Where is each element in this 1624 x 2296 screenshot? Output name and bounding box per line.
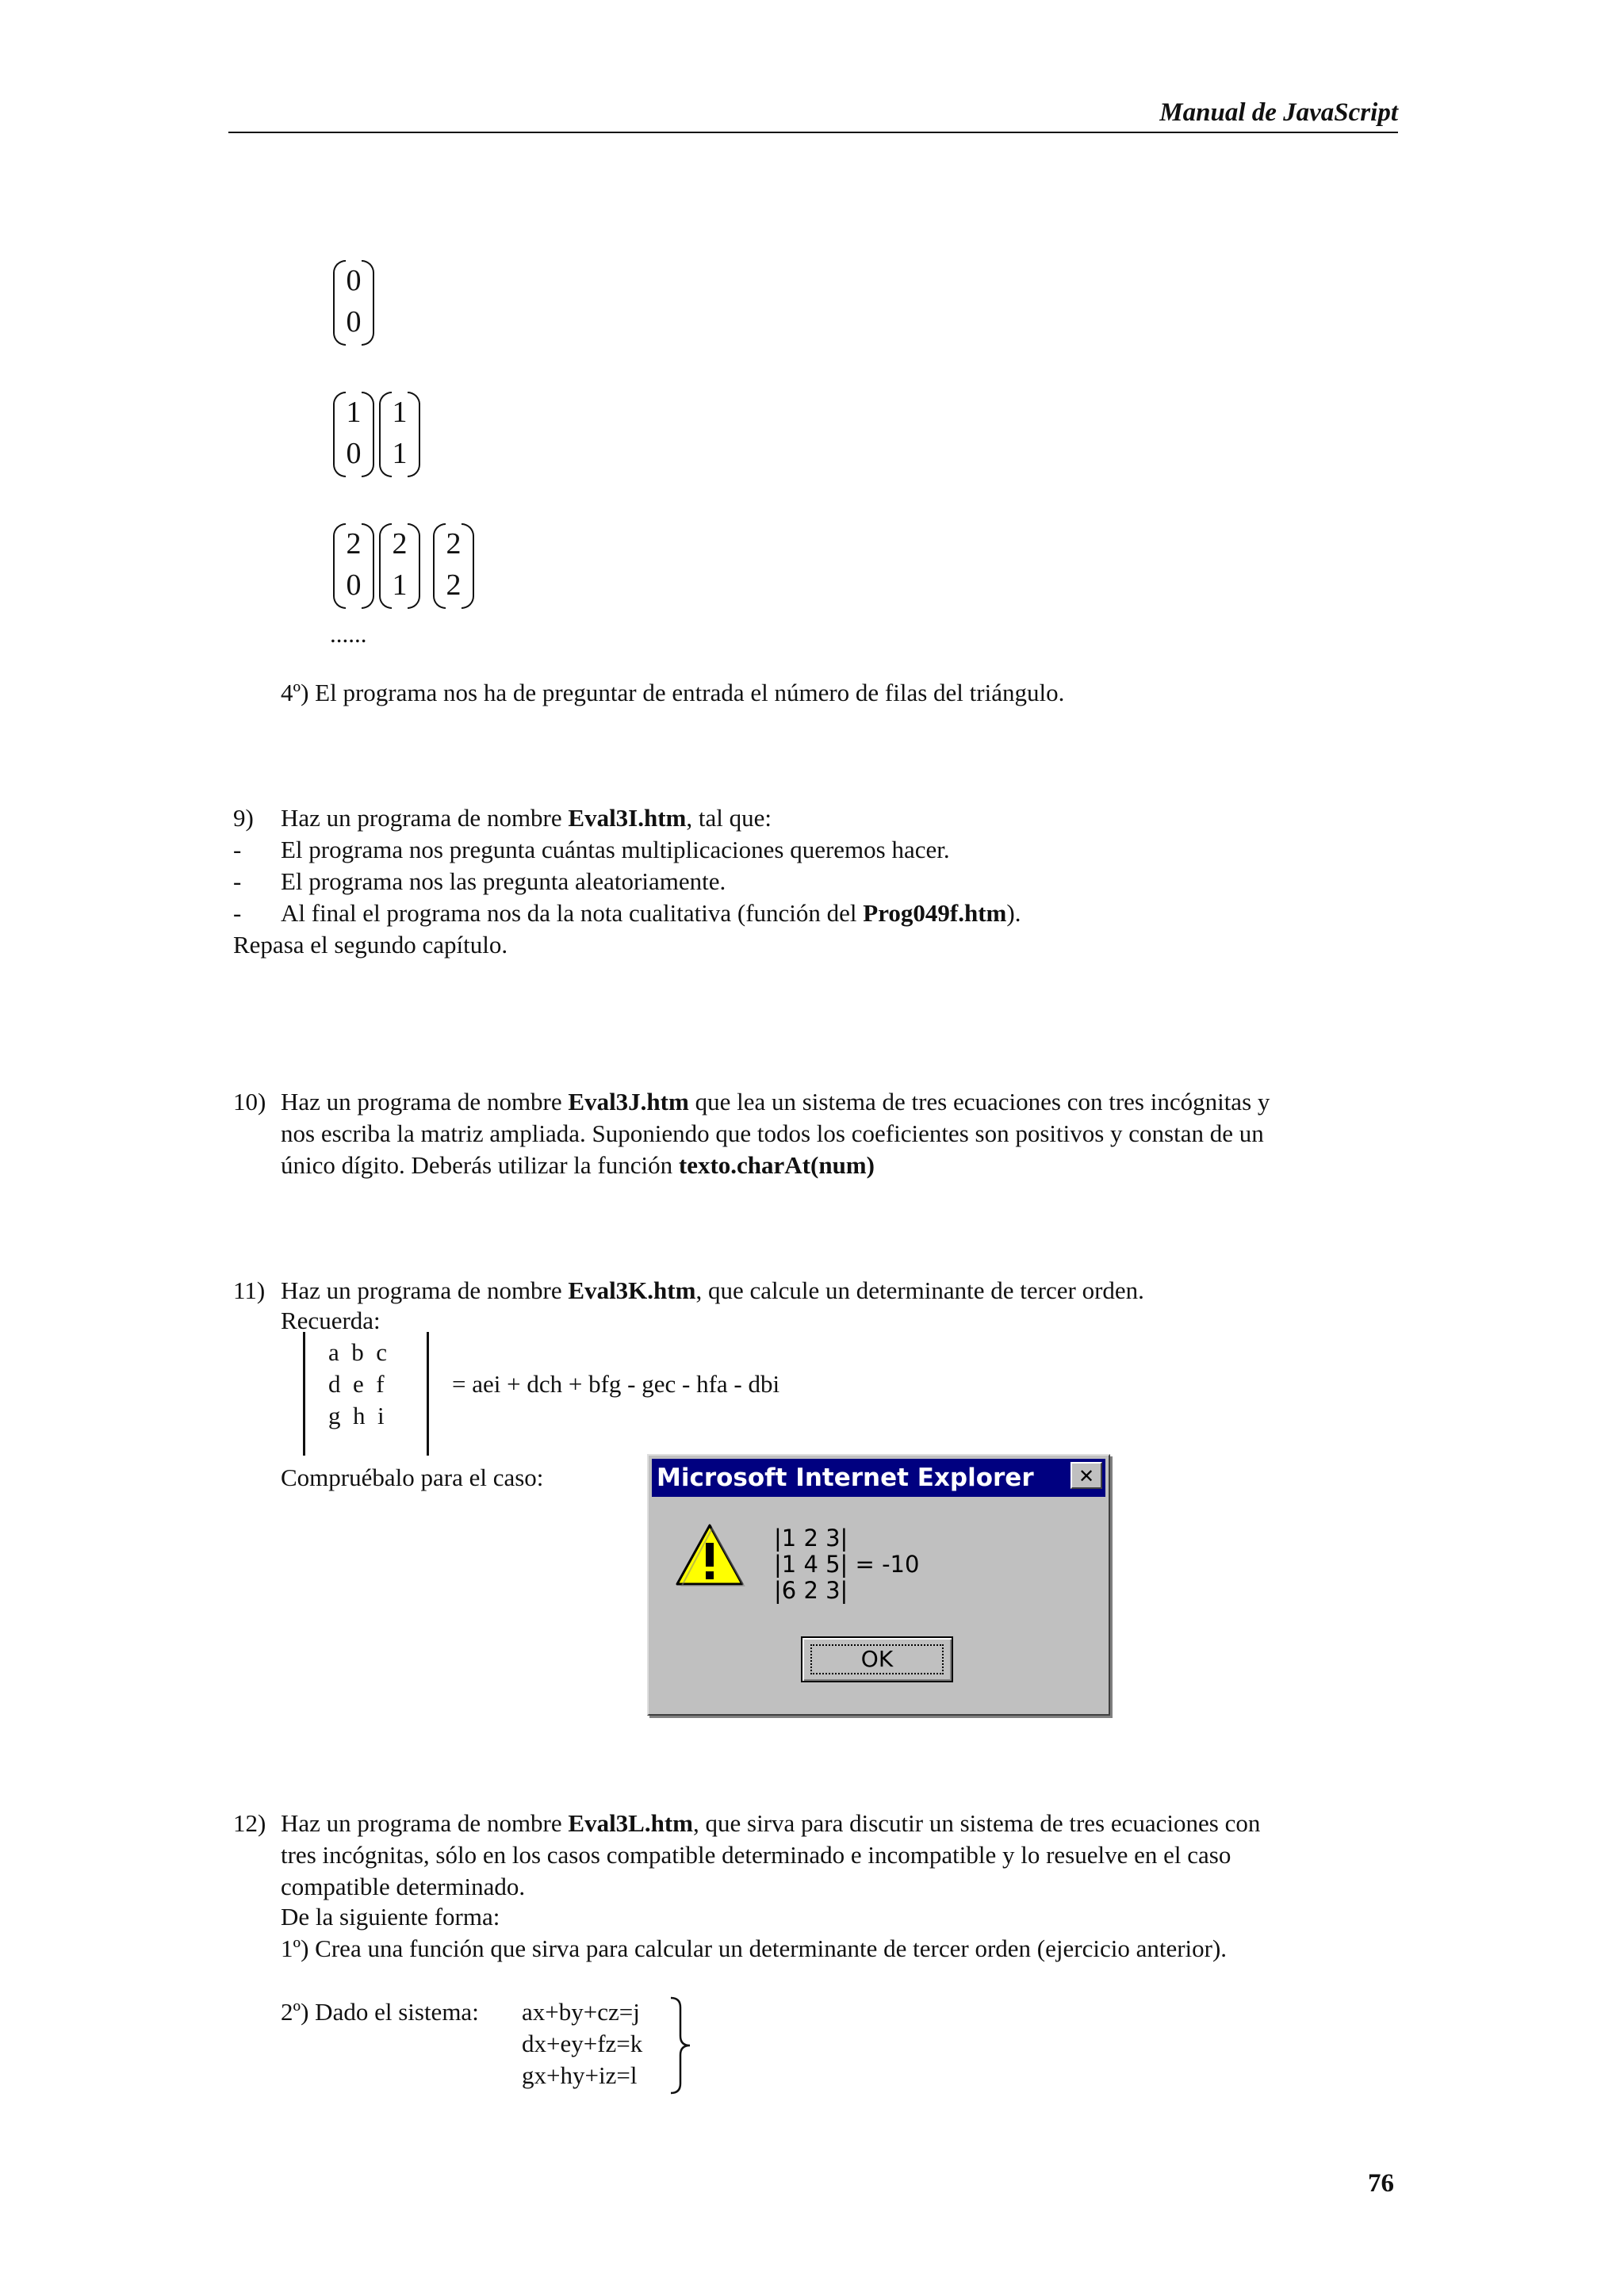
page-number: 76 xyxy=(1368,2169,1394,2198)
binomial: 0 0 xyxy=(333,260,374,342)
exercise-line: Haz un programa de nombre Eval3L.htm, que sirva para discutir un sistema de tres ecuaciones con xyxy=(281,1809,1261,1837)
matrix-row: a b c xyxy=(328,1338,388,1366)
exercise-line: 1º) Crea una función que sirva para calcular un determinante de tercer orden (ejercicio anterior). xyxy=(281,1934,1228,1962)
exercise-number: 10) xyxy=(233,1088,266,1115)
bullet-dash: - xyxy=(233,899,242,927)
determinant-formula: = aei + dch + bfg - gec - hfa - dbi xyxy=(452,1370,780,1398)
remember-label: Recuerda: xyxy=(281,1307,381,1334)
dialog-title-bar xyxy=(652,1459,1105,1497)
binomial: 2 0 xyxy=(333,523,374,606)
bullet-dash: - xyxy=(233,867,242,895)
matrix-row: d e f xyxy=(328,1370,385,1398)
binomial: 2 1 xyxy=(379,523,420,606)
warning-icon xyxy=(674,1521,745,1587)
alert-dialog xyxy=(647,1454,1110,1716)
bullet-item: El programa nos las pregunta aleatoriamente. xyxy=(281,867,726,895)
function-name: texto.charAt(num) xyxy=(678,1151,875,1179)
exercise-number: 9) xyxy=(233,804,254,832)
ok-button[interactable]: OK xyxy=(801,1636,953,1682)
equation: gx+hy+iz=l xyxy=(522,2061,638,2089)
exercise-line: Haz un programa de nombre Eval3K.htm, que calcule un determinante de tercer orden. xyxy=(281,1276,1144,1304)
running-header: Manual de JavaScript xyxy=(1159,98,1398,127)
binomial: 1 0 xyxy=(333,392,374,474)
equation: ax+by+cz=j xyxy=(522,1998,640,2026)
exercise-line: nos escriba la matriz ampliada. Suponiendo que todos los coeficientes son positivos y constan de un xyxy=(281,1119,1264,1147)
determinant-bar-left xyxy=(303,1332,305,1456)
binomial: 2 2 xyxy=(433,523,474,606)
exercise-note: Repasa el segundo capítulo. xyxy=(233,931,508,959)
file-name: Eval3L.htm xyxy=(568,1809,693,1837)
determinant-bar-right xyxy=(427,1332,429,1456)
binomial: 1 1 xyxy=(379,392,420,474)
file-name: Eval3K.htm xyxy=(568,1276,696,1304)
exercise-number: 12) xyxy=(233,1809,266,1837)
dialog-title: Microsoft Internet Explorer xyxy=(657,1464,1034,1492)
matrix-row: g h i xyxy=(328,1402,385,1429)
bullet-item: El programa nos pregunta cuántas multiplicaciones queremos hacer. xyxy=(281,836,950,863)
file-name: Eval3I.htm xyxy=(568,804,687,832)
exercise-number: 11) xyxy=(233,1276,266,1304)
close-icon[interactable]: ✕ xyxy=(1071,1462,1102,1489)
step-2-label: 2º) Dado el sistema: xyxy=(281,1998,479,2026)
exercise-line: único dígito. Deberás utilizar la función texto.charAt(num) xyxy=(281,1151,875,1179)
ellipsis: ...... xyxy=(330,620,367,648)
bullet-dash: - xyxy=(233,836,242,863)
exercise-line: compatible determinado. xyxy=(281,1873,526,1900)
equation: dx+ey+fz=k xyxy=(522,2030,643,2057)
right-brace xyxy=(668,1995,695,2096)
step-4-text: 4º) El programa nos ha de preguntar de entrada el número de filas del triángulo. xyxy=(281,679,1065,706)
dialog-message: |1 2 3| |1 4 5| = -10 |6 2 3| xyxy=(774,1525,920,1604)
exercise-intro: Haz un programa de nombre Eval3I.htm, tal que: xyxy=(281,804,772,832)
header-rule xyxy=(228,132,1398,133)
exercise-line: Haz un programa de nombre Eval3J.htm que lea un sistema de tres ecuaciones con tres incógnitas y xyxy=(281,1088,1270,1115)
file-name: Prog049f.htm xyxy=(863,899,1007,927)
check-label: Compruébalo para el caso: xyxy=(281,1464,544,1491)
exercise-line: De la siguiente forma: xyxy=(281,1903,500,1931)
exercise-line: tres incógnitas, sólo en los casos compatible determinado e incompatible y lo resuelve en el caso xyxy=(281,1841,1231,1869)
file-name: Eval3J.htm xyxy=(568,1088,689,1115)
bullet-item: Al final el programa nos da la nota cualitativa (función del Prog049f.htm). xyxy=(281,899,1021,927)
